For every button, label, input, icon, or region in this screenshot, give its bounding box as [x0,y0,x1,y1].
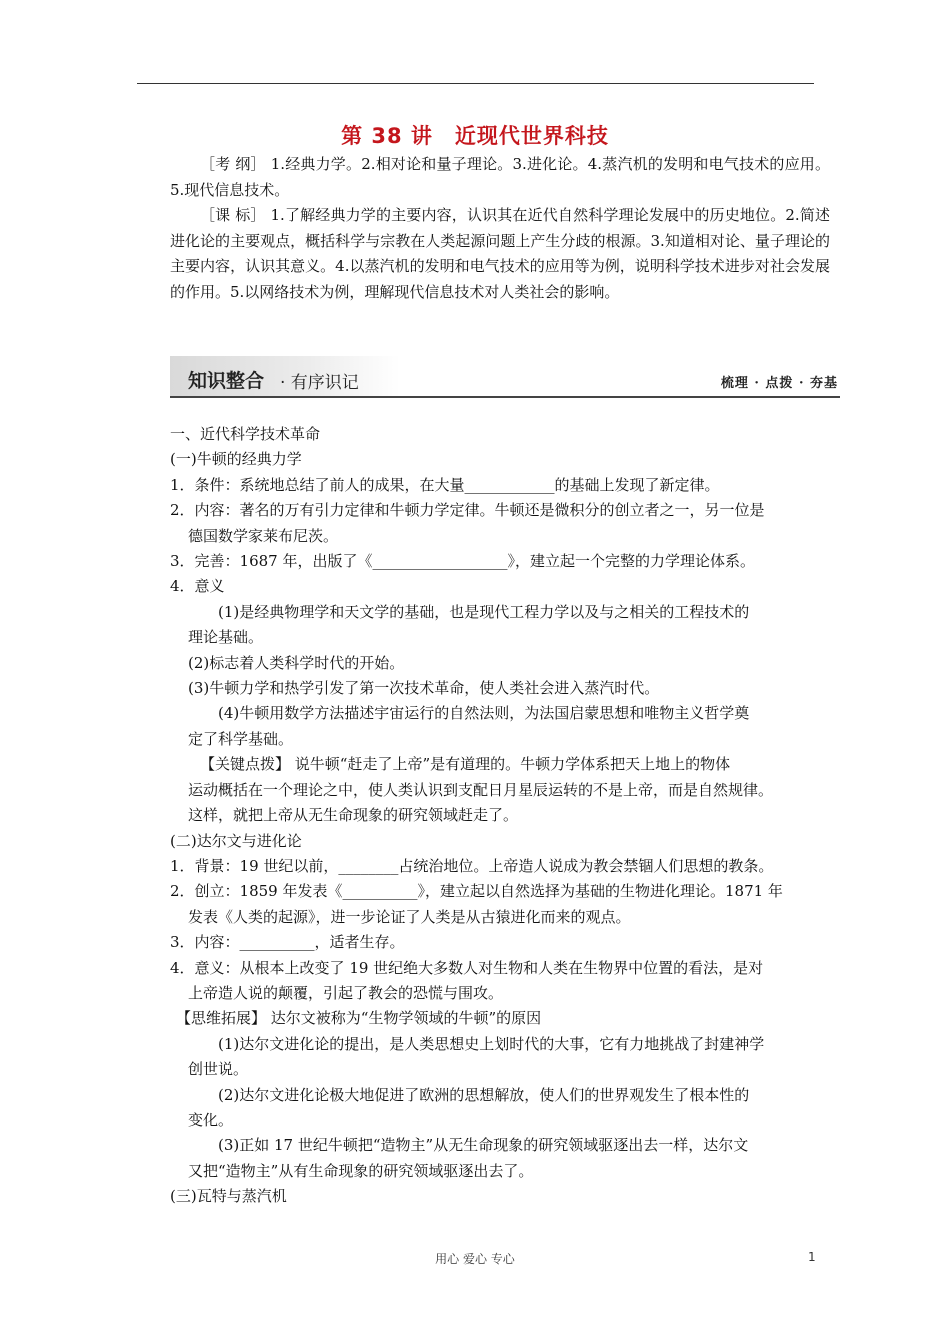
list-item-continuation: 德国数学家莱布尼茨。 [188,526,339,545]
sub-item-continuation: 变化。 [188,1110,234,1129]
kaogang-paragraph: ［考 纲］ 1.经典力学。2.相对论和量子理论。3.进化论。4.蒸汽机的发明和电气技术的应用。5.现代信息技术。 [170,155,830,199]
sub-item: (2)达尔文进化论极大地促进了欧洲的思想解放，使人们的世界观发生了根本性的 [218,1085,750,1104]
list-item: 3．内容：__________，适者生存。 [170,933,405,952]
sub-item: (3)牛顿力学和热学引发了第一次技术革命，使人类社会进入蒸汽时代。 [188,679,660,698]
list-item: 1．条件：系统地总结了前人的成果，在大量____________的基础上发现了新定律。 [170,475,720,494]
key-tip-continuation: 这样，就把上帝从无生命现象的研究领域赶走了。 [188,806,519,825]
sub-item: (1)达尔文进化论的提出，是人类思想史上划时代的大事，它有力地挑战了封建神学 [218,1034,765,1053]
heading-newton: (一)牛顿的经典力学 [170,450,302,469]
list-item: 4．意义 [170,577,225,596]
key-tip-continuation: 运动概括在一个理论之中，使人类认识到支配日月星辰运转的不是上帝，而是自然规律。 [188,780,774,799]
heading-darwin: (二)达尔文与进化论 [170,831,302,850]
list-item: 4．意义：从根本上改变了 19 世纪绝大多数人对生物和人类在生物界中位置的看法，是对 [170,958,764,977]
kebiao-paragraph: ［课 标］ 1.了解经典力学的主要内容，认识其在近代自然科学理论发展中的历史地位。2.简述进化论的主要观点，概括科学与宗教在人类起源问题上产生分歧的根源。3.知道相对论、量子理论的主要内容，认识其意义。4.以蒸汽机的发明和电气技术的应用等为例，说明科学技术进步对社会发展的作用。5.以网络技术为例，理解现代信息技术对人类社会的影响。 [170,206,830,301]
page-number: 1 [808,1250,816,1264]
sub-item-continuation: 又把“造物主”从有生命现象的研究领域驱逐出去了。 [188,1161,534,1180]
footer-motto: 用心 爱心 专心 [435,1252,515,1266]
section-band [170,356,840,398]
list-item: 2．创立：1859 年发表《__________》，建立起以自然选择为基础的生物进化理论。1871 年 [170,882,783,901]
heading-watt: (三)瓦特与蒸汽机 [170,1187,287,1206]
sub-item-continuation: 理论基础。 [188,628,264,647]
sub-item: (4)牛顿用数学方法描述宇宙运行的自然法则，为法国启蒙思想和唯物主义哲学奠 [218,704,750,723]
sub-item-continuation: 定了科学基础。 [188,729,294,748]
sub-item-continuation: 创世说。 [188,1060,249,1079]
header-rule [137,83,814,84]
knowledge-content [170,422,830,1210]
section-band-rule [170,396,840,398]
list-item: 3．完善：1687 年，出版了《__________________》，建立起一个完整的力学理论体系。 [170,552,755,571]
list-item: 2．内容：著名的万有引力定律和牛顿力学定律。牛顿还是微积分的创立者之一，另一位是 [170,501,765,520]
list-item: 1．背景：19 世纪以前，________占统治地位。上帝造人说成为教会禁锢人们思想的教条。 [170,856,774,875]
thinking-extension: 【思维拓展】 达尔文被称为“生物学领域的牛顿”的原因 [176,1009,542,1028]
syllabus-outline [170,152,830,305]
sub-item: (2)标志着人类科学时代的开始。 [188,653,405,672]
section-band-title: 知识整合 [188,370,265,392]
section-band-subtitle: · 有序识记 [280,373,359,393]
list-item-continuation: 发表《人类的起源》，进一步论证了人类是从古猿进化而来的观点。 [188,907,631,926]
section-band-tagline: 梳理 · 点拨 · 夯基 [720,376,838,391]
heading-level1: 一、近代科学技术革命 [170,425,321,443]
lesson-title: 第 38 讲 近现代世界科技 [341,124,609,148]
list-item-continuation: 上帝造人说的颠覆，引起了教会的恐慌与围攻。 [188,983,504,1002]
sub-item: (1)是经典物理学和天文学的基础，也是现代工程力学以及与之相关的工程技术的 [218,602,750,621]
key-tip: 【关键点拨】 说牛顿“赶走了上帝”是有道理的。牛顿力学体系把天上地上的物体 [200,755,731,774]
sub-item: (3)正如 17 世纪牛顿把“造物主”从无生命现象的研究领域驱逐出去一样，达尔文 [218,1136,749,1155]
